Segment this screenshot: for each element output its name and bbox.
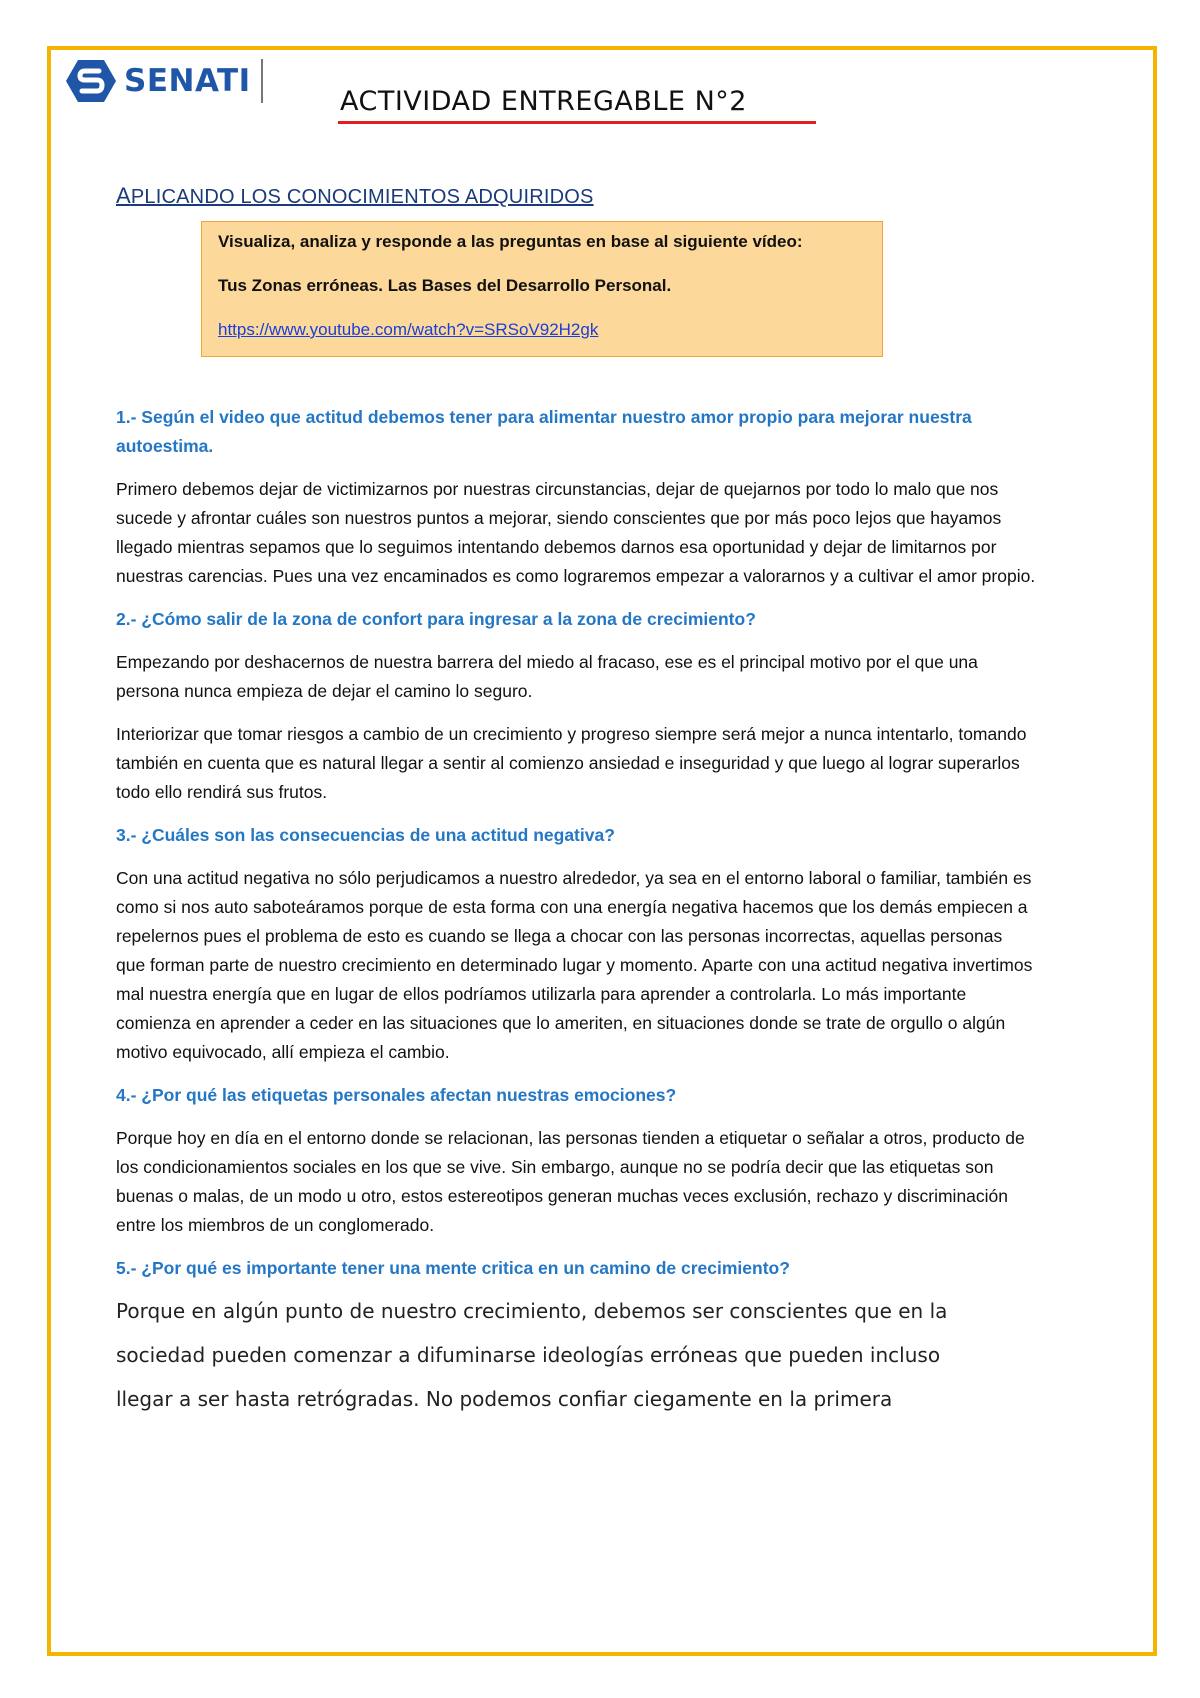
video-instruction: Visualiza, analiza y responde a las preguntas en base al siguiente vídeo: [218, 232, 803, 251]
answer-5-line-1: Porque en algún punto de nuestro crecimiento, debemos ser conscientes que en la [116, 1299, 948, 1323]
senati-logo [66, 58, 263, 104]
senati-emblem-icon [66, 58, 116, 104]
answer-2-paragraph-2: Interiorizar que tomar riesgos a cambio de un crecimiento y progreso siempre será mejor a nunca intentarlo, tomando también en cuenta que es natural llegar a sentir al comienzo ansiedad e inseguridad y que luego al lograr superarlos todo ello rendirá sus frutos. [116, 724, 1027, 802]
video-info-box [201, 221, 883, 357]
question-4: 4.- ¿Por qué las etiquetas personales afectan nuestras emociones? [116, 1085, 677, 1105]
question-1: 1.- Según el video que actitud debemos tener para alimentar nuestro amor propio para mejorar nuestra autoestima. [116, 407, 972, 456]
questions-section [116, 403, 1036, 1429]
answer-5-line-2: sociedad pueden comenzar a difuminarse ideologías erróneas que pueden incluso [116, 1343, 941, 1367]
answer-1-paragraph-1: Primero debemos dejar de victimizarnos por nuestras circunstancias, dejar de quejarnos por todo lo malo que nos sucede y afrontar cuáles son nuestros puntos a mejorar, siendo conscientes que por más poco lejos que hayamos llegado mientras sepamos que lo seguimos intentando debemos darnos esa oportunidad y dejar de limitarnos por nuestras carencias. Pues una vez encaminados es como lograremos empezar a valorarnos y a cultivar el amor propio. [116, 479, 1036, 586]
logo-text: SENATI [124, 63, 251, 99]
page-title: ACTIVIDAD ENTREGABLE N°2 [340, 86, 747, 117]
answer-2-paragraph-1: Empezando por deshacernos de nuestra barrera del miedo al fracaso, ese es el principal motivo por el que una persona nunca empieza de dejar el camino lo seguro. [116, 652, 978, 701]
section-heading-rest: PLICANDO LOS CONOCIMIENTOS ADQUIRIDOS [130, 186, 594, 208]
title-underline [338, 121, 816, 124]
section-heading [116, 183, 594, 209]
answer-5-line-3: llegar a ser hasta retrógradas. No podemos confiar ciegamente en la primera [116, 1387, 893, 1411]
question-3: 3.- ¿Cuáles son las consecuencias de una actitud negativa? [116, 825, 615, 845]
question-5: 5.- ¿Por qué es importante tener una mente critica en un camino de crecimiento? [116, 1258, 790, 1278]
question-2: 2.- ¿Cómo salir de la zona de confort para ingresar a la zona de crecimiento? [116, 609, 756, 629]
answer-4-paragraph-1: Porque hoy en día en el entorno donde se relacionan, las personas tienden a etiquetar o señalar a otros, producto de los condicionamientos sociales en los que se vive. Sin embargo, aunque no se podría decir que las etiquetas son buenas o malas, de un modo u otro, estos estereotipos generan muchas veces exclusión, rechazo y discriminación entre los miembros de un conglomerado. [116, 1128, 1025, 1235]
video-link[interactable]: https://www.youtube.com/watch?v=SRSoV92H2gk [218, 320, 599, 339]
answer-3-paragraph-1: Con una actitud negativa no sólo perjudicamos a nuestro alrededor, ya sea en el entorno laboral o familiar, también es como si nos auto saboteáramos porque de esta forma con una energía negativa hacemos que los demás empiecen a repelernos pues el problema de esto es cuando se llega a chocar con las personas incorrectas, aquellas personas que forman parte de nuestro crecimiento en determinado lugar y momento. Aparte con una actitud negativa invertimos mal nuestra energía que en lugar de ellos podríamos utilizarla para aprender a controlarla. Lo más importante comienza en aprender a ceder en las situaciones que lo ameriten, en situaciones donde se trate de orgullo o algún motivo equivocado, allí empieza el cambio. [116, 868, 1033, 1062]
video-title: Tus Zonas erróneas. Las Bases del Desarrollo Personal. [218, 276, 672, 295]
logo-divider [261, 59, 263, 103]
section-heading-initial: A [116, 183, 131, 208]
